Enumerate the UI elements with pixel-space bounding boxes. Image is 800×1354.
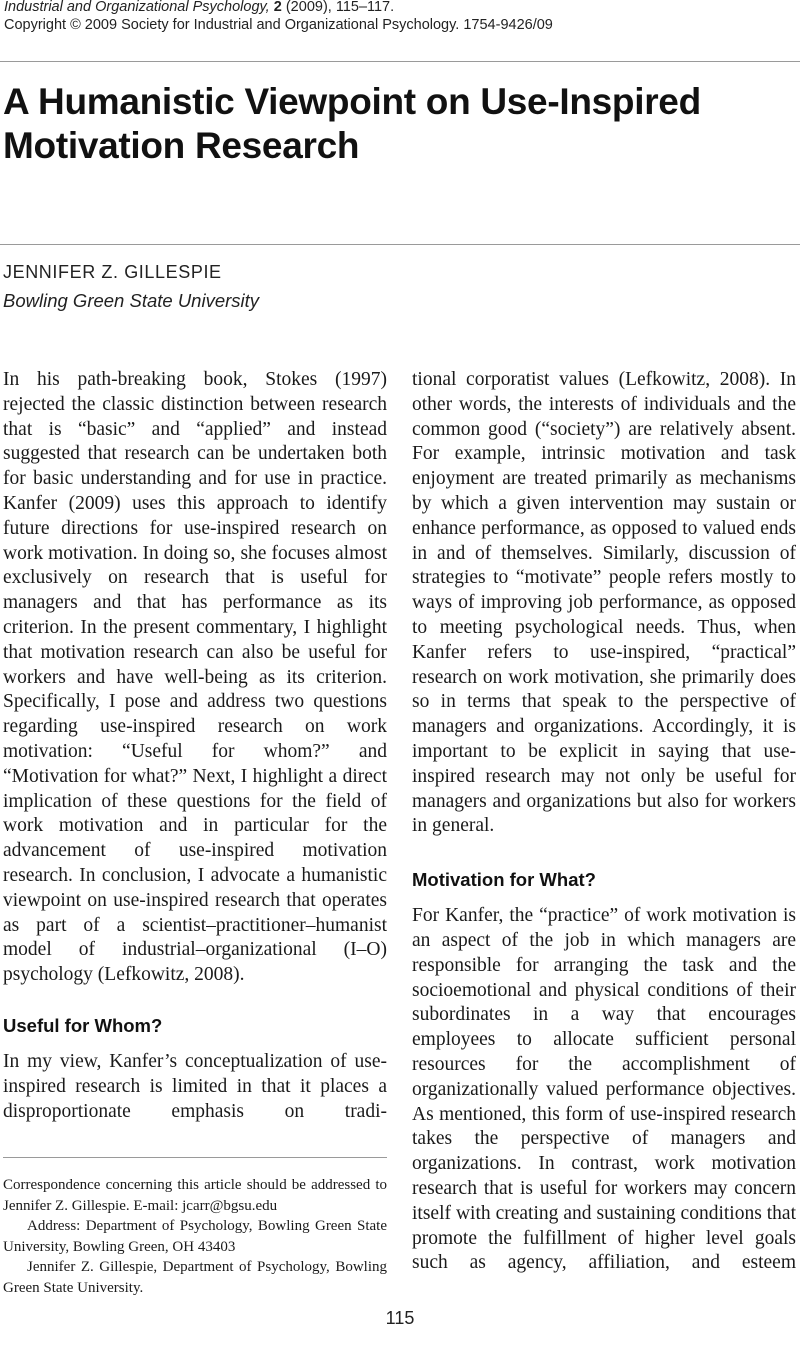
- section-heading-useful-for-whom: Useful for Whom?: [3, 1014, 163, 1036]
- footnote-author-note: Jennifer Z. Gillespie, Department of Psychology, Bowling Green State University.: [3, 1259, 387, 1296]
- article-title: [3, 80, 800, 168]
- intro-paragraph: In his path-breaking book, Stokes (1997) rejected the classic distinction between research that is “basic” and “applied” and instead suggested that research can be undertaken both for basic understanding and for use in practice. Kanfer (2009) uses this approach to identify future directions for use-inspired research on work motivation. In doing so, she focuses almost exclusively on research that is useful for managers and that has performance as its criterion. In the present commentary, I highlight that motivation research can also be useful for workers and have well-being as its criterion. Specifically, I pose and address two questions regarding use-inspired research on work motivation: “Useful for whom?” and “Motivation for what?” Next, I highlight a direct implication of these questions for the field of work motivation and in particular for the advancement of use-inspired motivation research. In conclusion, I advocate a humanistic viewpoint on use-inspired research that operates as part of a scientist–practitioner–humanist model of industrial–organizational (I–O) psychology (Lefkowitz, 2008).: [3, 369, 387, 986]
- journal-volume: 2: [273, 0, 282, 15]
- journal-issue-pages: (2009), 115–117.: [281, 0, 395, 15]
- journal-name: Industrial and Organizational Psychology,: [4, 0, 270, 15]
- author-affiliation: Bowling Green State University: [3, 290, 260, 311]
- what-paragraph: For Kanfer, the “practice” of work motivation is an aspect of the job in which managers are responsible for arranging the task and the socioemotional and physical conditions of their subordinates in a way that encourages employees to allocate sufficient personal resources for the accomplishment of organizationally valued performance objectives. As mentioned, this form of use-inspired research takes the perspective of managers and organizations. In contrast, work motivation research that is useful for workers may concern itself with creating and sustaining conditions that promote the fulfillment of higher level goals such as agency, affiliation, and esteem: [412, 905, 796, 1274]
- page-number: 115: [385, 1308, 415, 1328]
- footnote-correspondence: Correspondence concerning this article should be addressed to Jennifer Z. Gillespie. E-mail: jcarr@bgsu.edu: [3, 1177, 387, 1214]
- left-column: [3, 368, 387, 1124]
- footnote: [3, 1175, 387, 1298]
- footnote-divider: [3, 1157, 387, 1158]
- citation-line: [4, 0, 794, 16]
- title-line-1: A Humanistic Viewpoint on Use-Inspired: [3, 81, 701, 122]
- whom-paragraph-start: In my view, Kanfer’s conceptualization of use-inspired research is limited in that it places a disproportionate emphasis on tradi-: [3, 1050, 387, 1122]
- section-heading-motivation-for-what: Motivation for What?: [412, 869, 596, 891]
- header-divider: [0, 61, 800, 62]
- running-head: [4, 0, 794, 34]
- author-name: JENNIFER Z. GILLESPIE: [3, 262, 222, 282]
- right-column: [412, 368, 796, 1276]
- title-line-2: Motivation Research: [3, 125, 360, 166]
- footnote-address: Address: Department of Psychology, Bowling Green State University, Bowling Green, OH 43403: [3, 1218, 387, 1255]
- title-divider: [0, 244, 800, 245]
- whom-paragraph-continued: tional corporatist values (Lefkowitz, 2008). In other words, the interests of individuals and the common good (“society”) are relatively absent. For example, intrinsic motivation and task enjoyment are treated primarily as mechanisms by which a given intervention may sustain or enhance performance, as opposed to valued ends in and of themselves. Similarly, discussion of strategies to “motivate” people refers mostly to ways of improving job performance, as opposed to meeting psychological needs. Thus, when Kanfer refers to use-inspired, “practical” research on work motivation, she primarily does so in terms that speak to the perspective of managers and organizations. Accordingly, it is important to be explicit in saying that use-inspired research may not only be useful for managers and organizations but also for workers in general.: [412, 369, 796, 837]
- copyright-line: Copyright © 2009 Society for Industrial and Organizational Psychology. 1754-9426/09: [4, 17, 553, 33]
